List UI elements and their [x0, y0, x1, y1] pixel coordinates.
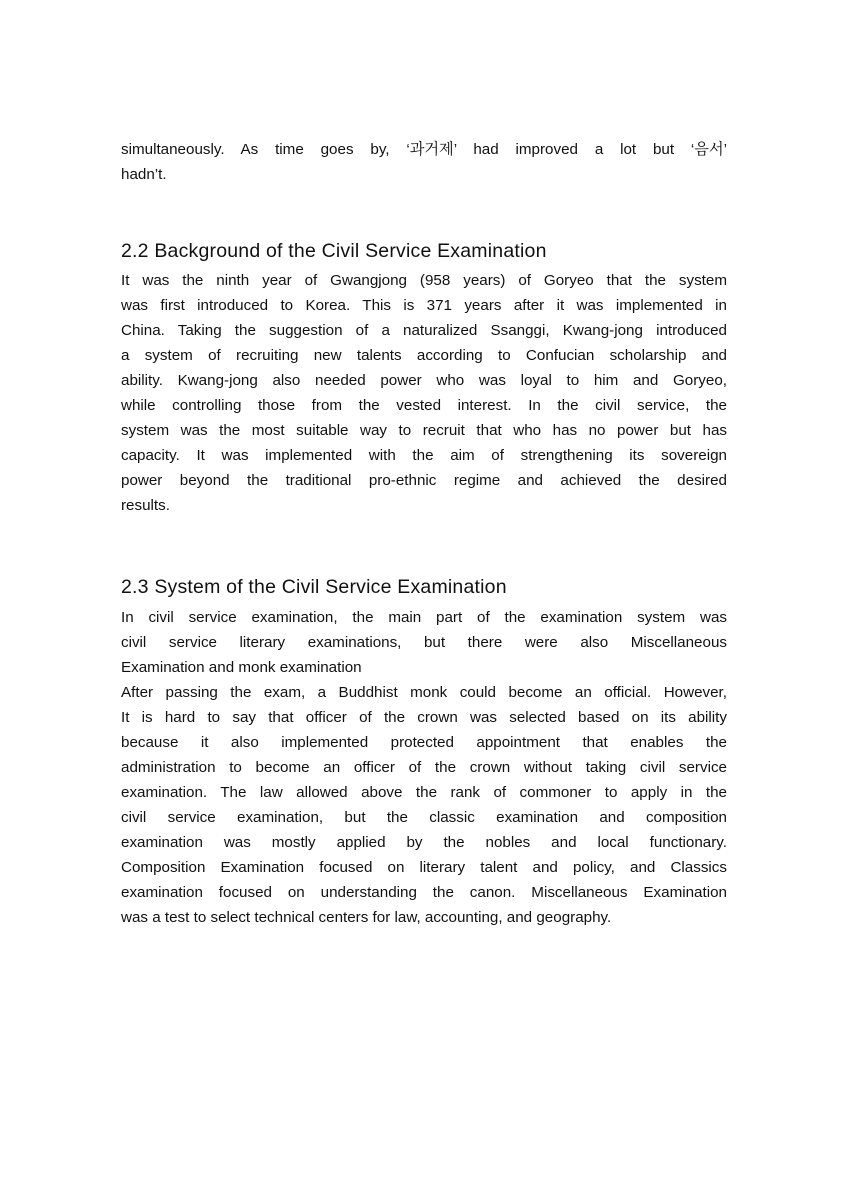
intro-paragraph	[121, 137, 727, 187]
text-line: examination was mostly applied by the nobles and local functionary.	[121, 834, 727, 851]
text-line: was a test to select technical centers for law, accounting, and geography.	[121, 909, 612, 926]
text-line: because it also implemented protected appointment that enables the	[121, 734, 727, 751]
section-2-2-paragraph	[121, 268, 727, 518]
text-line: It is hard to say that officer of the crown was selected based on its ability	[121, 709, 727, 726]
text-line: After passing the exam, a Buddhist monk could become an official. However,	[121, 684, 727, 701]
text-line: while controlling those from the vested interest. In the civil service, the	[121, 397, 727, 414]
section-heading-2-2: 2.2 Background of the Civil Service Examination	[121, 240, 547, 262]
text-line: In civil service examination, the main part of the examination system was	[121, 609, 727, 626]
text-line: China. Taking the suggestion of a naturalized Ssanggi, Kwang-jong introduced	[121, 322, 727, 339]
text-line: ability. Kwang-jong also needed power who was loyal to him and Goryeo,	[121, 372, 727, 389]
text-line: administration to become an officer of the crown without taking civil service	[121, 759, 727, 776]
text-line: power beyond the traditional pro-ethnic regime and achieved the desired	[121, 472, 727, 489]
text-line: system was the most suitable way to recruit that who has no power but has	[121, 422, 727, 439]
text-line: hadn’t.	[121, 166, 167, 183]
text-line: civil service literary examinations, but there were also Miscellaneous	[121, 634, 727, 651]
text-line: Examination and monk examination	[121, 659, 362, 676]
text-line: was first introduced to Korea. This is 371 years after it was implemented in	[121, 297, 727, 314]
text-line: It was the ninth year of Gwangjong (958 years) of Goryeo that the system	[121, 272, 727, 289]
section-2-3-paragraph	[121, 605, 727, 930]
section-heading-2-3: 2.3 System of the Civil Service Examination	[121, 576, 507, 598]
text-line: results.	[121, 497, 170, 514]
text-line: a system of recruiting new talents according to Confucian scholarship and	[121, 347, 727, 364]
text-line: examination focused on understanding the canon. Miscellaneous Examination	[121, 884, 727, 901]
text-line: Composition Examination focused on literary talent and policy, and Classics	[121, 859, 727, 876]
text-line: capacity. It was implemented with the aim of strengthening its sovereign	[121, 447, 727, 464]
text-line: examination. The law allowed above the rank of commoner to apply in the	[121, 784, 727, 801]
text-line: simultaneously. As time goes by, ‘과거제’ had improved a lot but ‘음서’	[121, 141, 727, 158]
text-line: civil service examination, but the classic examination and composition	[121, 809, 727, 826]
